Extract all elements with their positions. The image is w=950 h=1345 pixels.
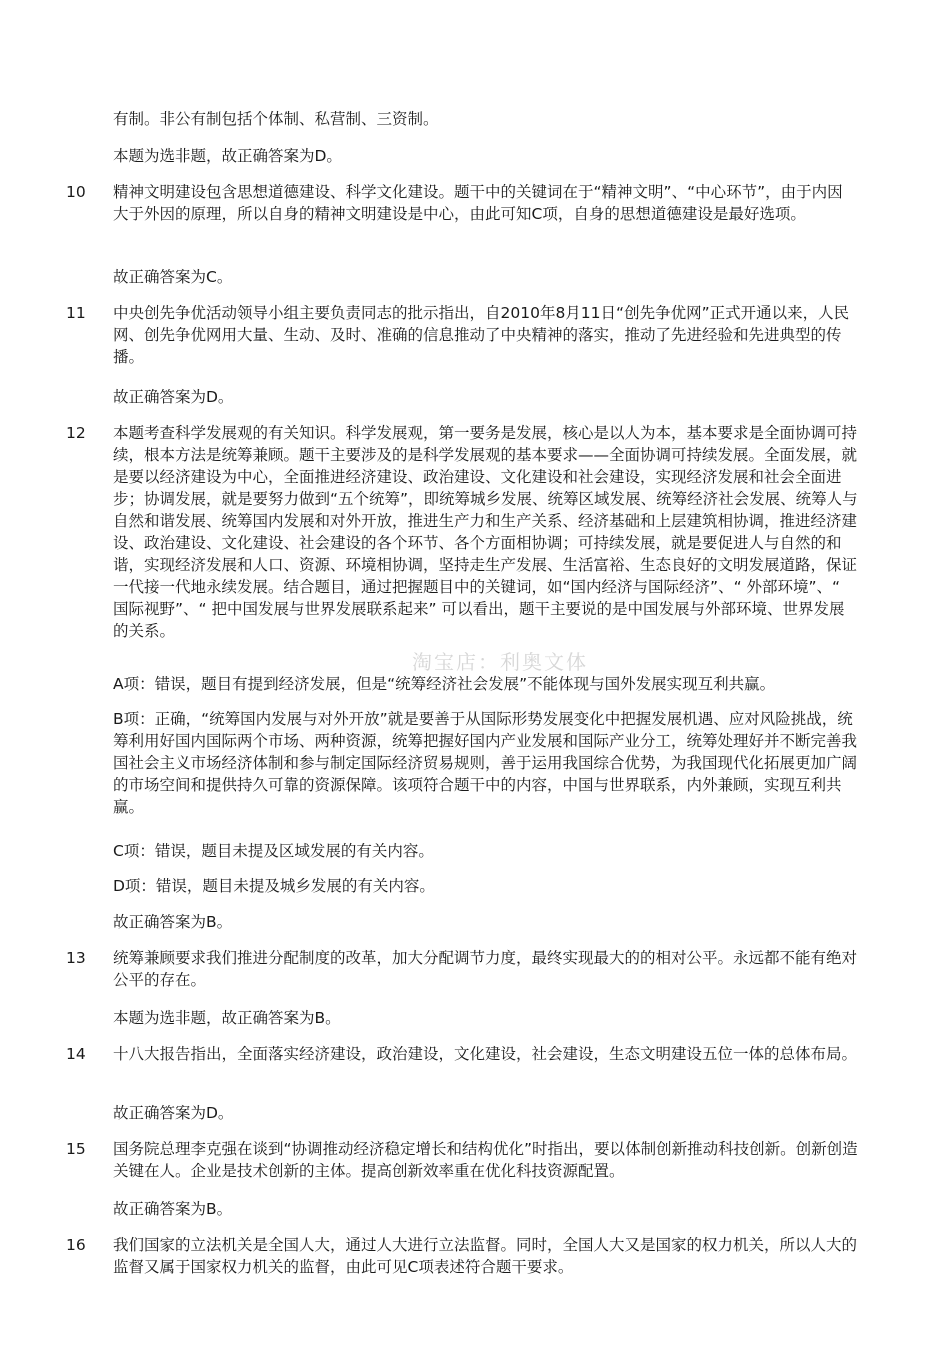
- item-number: 16: [66, 1236, 86, 1254]
- paragraph: 故正确答案为B。: [113, 1200, 233, 1218]
- item-number: 10: [66, 183, 86, 201]
- watermark: 淘宝店：利奥文体: [412, 650, 588, 674]
- paragraph: D项：错误，题目未提及城乡发展的有关内容。: [113, 877, 435, 895]
- paragraph: 精神文明建设包含思想道德建设、科学文化建设。题干中的关键词在于“精神文明”、“中心环节”，由于内因大于外因的原理，所以自身的精神文明建设是中心，由此可知C项，自身的思想道德建设是最好选项。: [113, 183, 843, 223]
- item-number: 13: [66, 949, 86, 967]
- paragraph: 本题为选非题，故正确答案为B。: [113, 1009, 341, 1027]
- paragraph: 十八大报告指出，全面落实经济建设，政治建设，文化建设，社会建设，生态文明建设五位一体的总体布局。: [113, 1045, 858, 1063]
- paragraph: 国务院总理李克强在谈到“协调推动经济稳定增长和结构优化”时指出，要以体制创新推动科技创新。创新创造关键在人。企业是技术创新的主体。提高创新效率重在优化科技资源配置。: [113, 1140, 858, 1180]
- paragraph: 故正确答案为D。: [113, 388, 234, 406]
- paragraph: B项：正确，“统筹国内发展与对外开放”就是要善于从国际形势发展变化中把握发展机遇、应对风险挑战，统筹利用好国内国际两个市场、两种资源，统筹把握好国内产业发展和国际产业分工，统筹处理好并不断完善我国社会主义市场经济体制和参与制定国际经济贸易规则，善于运用我国综合优势，为我国现代化拓展更加广阔的市场空间和提供持久可靠的资源保障。该项符合题干中的内容，中国与世界联系，内外兼顾，实现互利共赢。: [113, 710, 858, 816]
- paragraph: 中央创先争优活动领导小组主要负责同志的批示指出，自2010年8月11日“创先争优网”正式开通以来，人民网、创先争优网用大量、生动、及时、准确的信息推动了中央精神的落实，推动了先进经验和先进典型的传播。: [113, 304, 850, 366]
- paragraph: 故正确答案为D。: [113, 1104, 234, 1122]
- paragraph: C项：错误，题目未提及区域发展的有关内容。: [113, 842, 434, 860]
- paragraph: 故正确答案为C。: [113, 268, 233, 286]
- paragraph: 本题为选非题，故正确答案为D。: [113, 147, 342, 165]
- item-number: 11: [66, 304, 86, 322]
- paragraph: 统筹兼顾要求我们推进分配制度的改革，加大分配调节力度，最终实现最大的的相对公平。永远都不能有绝对公平的存在。: [113, 949, 858, 989]
- paragraph: 故正确答案为B。: [113, 913, 233, 931]
- paragraph: 本题考查科学发展观的有关知识。科学发展观，第一要务是发展，核心是以人为本，基本要求是全面协调可持续，根本方法是统筹兼顾。题干主要涉及的是科学发展观的基本要求——全面协调可持续发展。全面发展，就是要以经济建设为中心，全面推进经济建设、政治建设、文化建设和社会建设，实现经济发展和社会全面进步；协调发展，就是要努力做到“五个统筹”，即统筹城乡发展、统筹区域发展、统筹经济社会发展、统筹人与自然和谐发展、统筹国内发展和对外开放，推进生产力和生产关系、经济基础和上层建筑相协调，推进经济建设、政治建设、文化建设、社会建设的各个环节、各个方面相协调；可持续发展，就是要促进人与自然的和谐，实现经济发展和人口、资源、环境相协调，坚持走生产发展、生活富裕、生态良好的文明发展道路，保证一代接一代地永续发展。结合题目，通过把握题目中的关键词，如“国内经济与国际经济”、“ 外部环境”、“ 国际视野”、“ 把中国发展与世界发展联系起来” 可以看出，题干主要说的是中国发展与外部环境、世界发展的关系。: [113, 424, 858, 640]
- paragraph: 我们国家的立法机关是全国人大，通过人大进行立法监督。同时，全国人大又是国家的权力机关，所以人大的监督又属于国家权力机关的监督，由此可见C项表述符合题干要求。: [113, 1236, 858, 1276]
- paragraph: A项：错误，题目有提到经济发展，但是“统筹经济社会发展”不能体现与国外发展实现互利共赢。: [113, 675, 776, 693]
- item-number: 12: [66, 424, 86, 442]
- paragraph: 有制。非公有制包括个体制、私营制、三资制。: [113, 110, 439, 128]
- item-number: 15: [66, 1140, 86, 1158]
- item-number: 14: [66, 1045, 86, 1063]
